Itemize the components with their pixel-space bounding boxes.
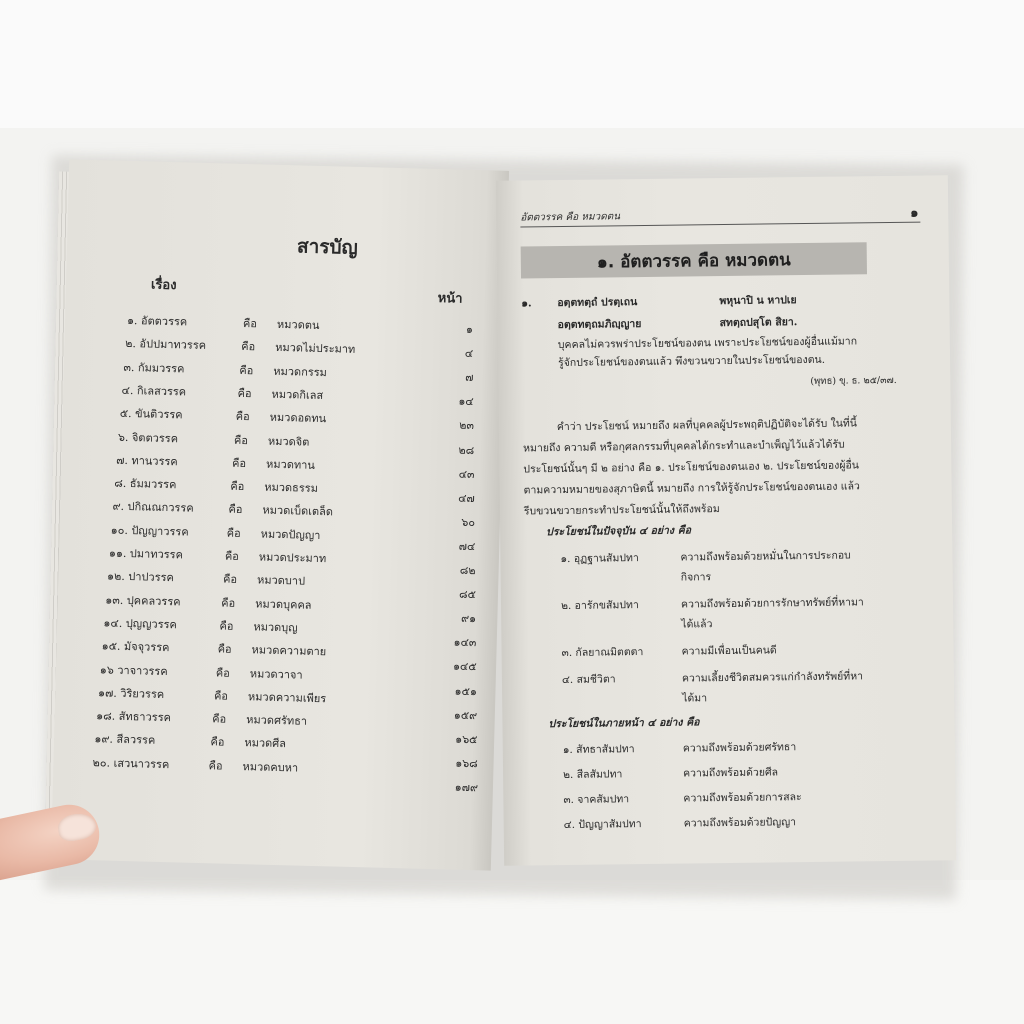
benefit-description-continued: กิจการ [680,571,712,584]
verse-line-1b: พหุนาปิ น หาปเย [719,294,797,308]
toc-entry-name: ๑๗. วิริยวรรค [97,686,165,701]
benefit-description: ความมีเพื่อนเป็นคนดี [681,644,777,658]
toc-entry-separator: คือ [228,503,243,517]
toc-entry-name: ๒๐. เสวนาวรรค [92,755,170,771]
toc-entry-page: ๒๘ [458,443,475,457]
toc-entry-name: ๑๐. ปัญญาวรรค [110,523,189,539]
toc-entry-description: หมวดอดทน [269,410,327,426]
toc-entry-name: ๑๖ วาจาวรรค [99,662,168,678]
toc-entry-separator: คือ [231,456,247,470]
toc-entry-separator: คือ [219,619,234,633]
toc-entry-page: ๖๐ [461,515,476,529]
toc-entry-page: ๑๖๕ [455,732,478,746]
benefit-name: ๑. อุฏฐานสัมปทา [560,552,639,566]
toc-entry [126,311,474,338]
verse-number: ๑. [521,297,532,310]
translation-line-2: รู้จักประโยชน์ของตนแล้ว พึงขวนขวายในประโยชน์ของตน. [557,353,826,370]
future-benefits-heading: ประโยชน์ในภายหน้า ๔ อย่าง คือ [548,716,700,731]
toc-entry-page: ๑๕๑ [454,684,478,698]
toc-entry-page: ๑๔๕ [452,659,477,674]
benefit-description: ความถึงพร้อมด้วยศรัทธา [682,741,797,755]
toc-entry-separator: คือ [212,712,227,726]
toc-entry-page: ๗๔ [458,539,476,553]
toc-entry-page: ๑๔ [458,394,474,409]
toc-column-page: หน้า [437,291,463,307]
toc-entry-name: ๑๙. สีลวรรค [94,732,156,748]
toc-entry-description: หมวดกรรม [273,364,328,379]
toc-entry-separator: คือ [233,433,249,447]
toc-entry-description: หมวดไม่ประมาท [275,341,356,357]
toc-entry-page: ๒๓ [459,419,475,433]
paragraph-line-1: คำว่า ประโยชน์ หมายถึง ผลที่บุคคลผู้ประพฤติปฏิบัติจะได้รับ ในที่นี้ [556,417,858,434]
benefit-name: ๒. สีลสัมปทา [563,768,623,782]
verse-line-2b: สทตฺถปสุโต สิยา. [719,316,798,330]
toc-entry-description: หมวดคบหา [242,759,299,775]
benefit-description: ความถึงพร้อมด้วยหมั่นในการประกอบ [680,549,851,564]
benefit-name: ๔. สมชีวิตา [561,673,616,687]
left-page [51,159,509,870]
toc-entry-name: ๑๓. ปุคคลวรรค [105,593,181,609]
toc-entry [121,381,474,409]
toc-entry-description: หมวดความเพียร [247,690,327,706]
toc-entry-description: หมวดประมาท [258,550,327,566]
toc-entry-page: ๑๕๙ [453,708,478,722]
background-table [0,880,1024,1024]
toc-entry-separator: คือ [224,549,240,563]
toc-entry [117,427,475,457]
toc-entry-description: หมวดบุญ [253,620,298,635]
toc-title: สารบัญ [296,235,359,259]
toc-entry-page: ๑๖๘ [455,756,478,771]
toc-entry-page: ๘๒ [459,563,476,578]
toc-entry-page: ๑ [465,322,474,336]
toc-entry-page: ๙๑ [460,611,477,626]
toc-entry-name: ๖. จิตตวรรค [117,430,179,445]
toc-entry-separator: คือ [241,340,256,354]
toc-entry-name: ๕. ขันติวรรค [119,406,183,422]
toc-entry-name: ๑๘. สัทธาวรรค [96,709,172,725]
toc-entry-page: ๔ [464,346,474,361]
toc-entry-page: ๑๔๓ [453,635,477,650]
paragraph-line-4: ตามความหมายของสุภาษิตนี้ หมายถึง การให้รู้จักประโยชน์ของตนเอง แล้ว [523,480,860,497]
toc-entry-page: ๔๗ [458,491,475,505]
toc-entry-description: หมวดตน [276,317,320,332]
chapter-title-box [521,242,867,278]
toc-entry-description: หมวดวาจา [249,666,303,682]
toc-entry-separator: คือ [208,758,223,773]
toc-entry-description: หมวดบุคคล [255,596,312,612]
toc-entry [125,334,474,361]
benefit-name: ๔. ปัญญาสัมปทา [563,818,642,832]
running-head: อัตตวรรค คือ หมวดตน [520,211,621,224]
toc-entry-page: ๔๓ [458,467,475,481]
verse-line-1a: อตฺตทตฺถํ ปรตฺเถน [557,296,638,310]
toc-entry-separator: คือ [213,689,229,703]
toc-entry-description: หมวดทาน [265,457,316,472]
toc-entry-page: ๗ [464,370,474,385]
toc-entry-separator: คือ [221,596,236,610]
toc-entry-description: หมวดศีล [244,736,287,751]
toc-entry-separator: คือ [217,642,232,656]
benefit-name: ๑. สัทธาสัมปทา [562,743,635,757]
paragraph-line-2: หมายถึง ความดี หรือกุศลกรรมที่บุคคลได้กระทำและบำเพ็ญไว้แล้วได้รับ [523,438,845,455]
benefit-description: ความถึงพร้อมด้วยการสละ [683,791,802,805]
toc-entry-page: ๘๕ [458,587,477,602]
toc-entry-name: ๒. อัปปมาทวรรค [125,337,207,353]
paragraph-line-3: ประโยชน์นั้นๆ มี ๒ อย่าง คือ ๑. ประโยชน์ของตนเอง ๒. ประโยชน์ของผู้อื่น [523,459,860,476]
benefit-name: ๒. อารักขสัมปทา [560,599,639,613]
benefit-description: ความเลี้ยงชีวิตสมควรแก่กำลังทรัพย์ที่หา [681,670,864,685]
toc-entry-name: ๑๒. ปาปวรรค [106,569,175,585]
toc-entry-name: ๗. ทานวรรค [116,453,178,469]
toc-entry-name: ๓. กัมมวรรค [123,360,185,376]
verse-line-2a: อตฺตทตฺถมภิญฺญาย [557,318,642,332]
toc-entry-separator: คือ [215,665,230,680]
toc-entry-separator: คือ [235,409,250,424]
toc-entry-separator: คือ [242,316,258,331]
toc-entry-separator: คือ [239,363,254,377]
toc-entry-separator: คือ [222,572,238,587]
toc-entry-separator: คือ [210,735,225,750]
citation: (พุทธ) ขุ. ธ. ๒๕/๓๗. [810,374,897,387]
benefit-description-continued: ได้แล้ว [681,618,713,631]
toc-entry [119,404,475,433]
toc-entry-name: ๑๑. ปมาทวรรค [108,546,184,562]
toc-entry-description: หมวดกิเลส [271,387,324,402]
present-benefits-heading: ประโยชน์ในปัจจุบัน ๔ อย่าง คือ [546,524,692,539]
toc-entry-description: หมวดเบ็ดเตล็ด [262,503,334,519]
benefit-name: ๓. จาคสัมปทา [563,793,630,807]
toc-entry-name: ๙. ปกิณณกวรรค [112,500,194,516]
toc-entry-name: ๘. ธัมมวรรค [114,476,177,492]
toc-entry-name: ๑๔. ปุญญวรรค [103,616,178,632]
toc-entry-name: ๔. กิเลสวรรค [121,383,187,399]
chapter-title: ๑. อัตตวรรค คือ หมวดตน [596,249,791,273]
toc-entry-page: ๑๗๙ [454,780,479,795]
right-page [496,175,956,865]
toc-entry-separator: คือ [237,386,252,401]
toc-entry-description: หมวดปัญญา [260,527,321,542]
background-wall [0,0,1024,128]
benefit-description-continued: ได้มา [682,692,708,705]
page-number: ๑ [910,205,919,221]
benefit-name: ๓. กัลยาณมิตตตา [561,646,644,660]
toc-entry-description: หมวดศรัทธา [246,713,308,728]
translation-line-1: บุคคลไม่ควรพร่าประโยชน์ของตน เพราะประโยชน์ของผู้อื่นแม้มาก [557,335,858,352]
toc-entry-separator: คือ [230,479,245,494]
toc-entry-separator: คือ [226,526,241,540]
paragraph-line-5: รีบขวนขวายกระทำประโยชน์นั้นให้ถึงพร้อม [523,503,720,518]
benefit-description: ความถึงพร้อมด้วยศีล [683,766,779,780]
toc-entry-description: หมวดจิต [267,434,310,449]
toc-entry-name: ๑. อัตตวรรค [126,313,188,329]
toc-column-topic: เรื่อง [150,277,177,294]
benefit-description: ความถึงพร้อมด้วยปัญญา [683,816,797,830]
toc-entry [123,357,474,385]
toc-entry-description: หมวดบาป [256,573,306,588]
toc-entry-description: หมวดความตาย [251,643,327,659]
benefit-description: ความถึงพร้อมด้วยการรักษาทรัพย์ที่หามา [680,596,864,611]
toc-entry-description: หมวดธรรม [264,480,319,496]
toc-entry-name: ๑๕. มัจจุวรรค [101,639,170,655]
